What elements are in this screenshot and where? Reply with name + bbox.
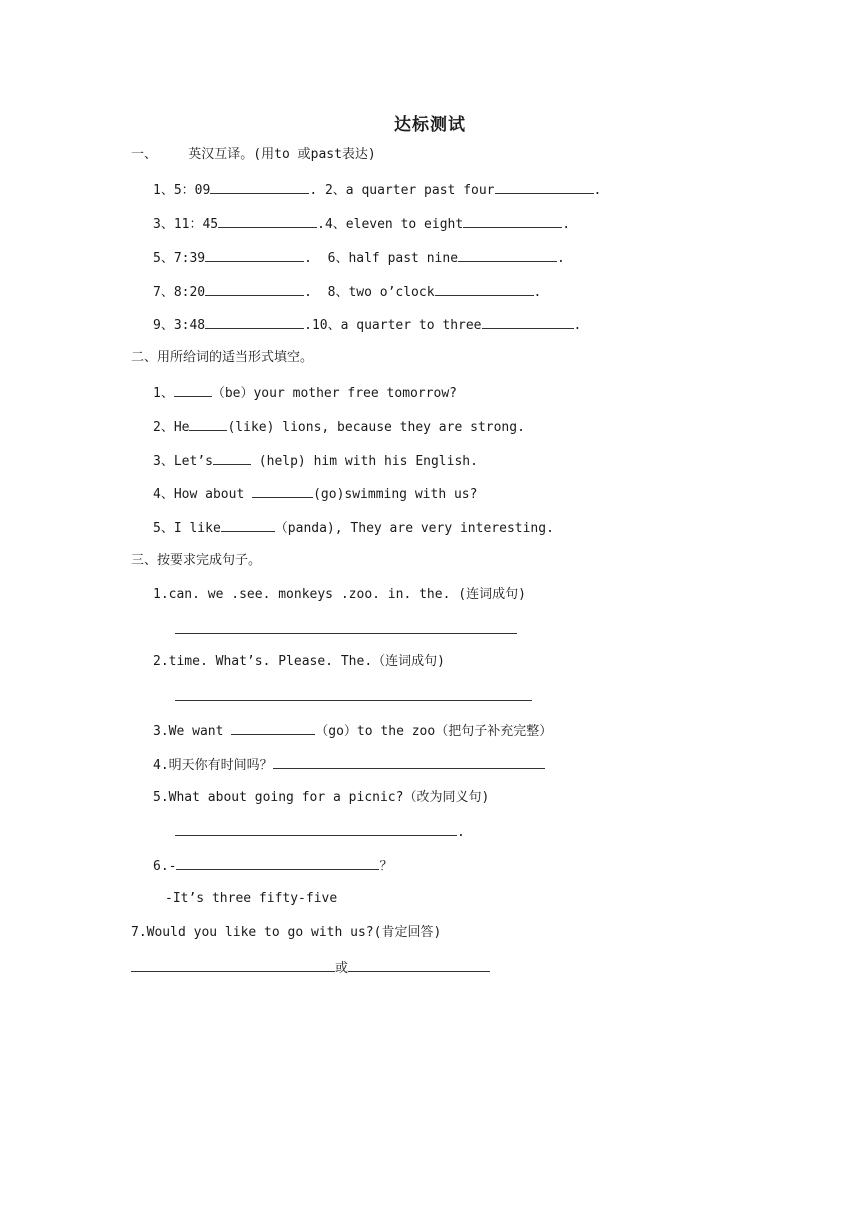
answer-blank[interactable] — [231, 721, 315, 735]
section1-row-1: 1、5：09 . 2、a quarter past four . — [153, 180, 601, 200]
answer-blank[interactable] — [205, 248, 304, 262]
section2-item-4: 4、How about (go)swimming with us? — [153, 484, 477, 504]
section2-item-2: 2、He (like) lions, because they are strong. — [153, 417, 525, 437]
or-label: 或 — [335, 961, 349, 976]
item-4-label: 4、eleven to eight — [324, 217, 464, 232]
section1-row-3: 5、7:39 . 6、half past nine . — [153, 248, 565, 268]
answer-blank[interactable] — [463, 214, 562, 228]
item-10-label: 10、a quarter to three — [311, 318, 482, 333]
section3-heading: 三、按要求完成句子。 — [131, 553, 262, 568]
answer-line[interactable] — [175, 620, 517, 634]
section3-q4: 4.明天你有时间吗？ — [153, 755, 545, 775]
section2-item-5: 5、I like （panda), They are very interesting. — [153, 518, 554, 538]
item-6-label: 6、half past nine — [311, 251, 459, 266]
answer-blank[interactable] — [213, 451, 251, 465]
section3-q3: 3.We want （go）to the zoo（把句子补充完整） — [153, 721, 552, 741]
answer-blank[interactable] — [221, 518, 275, 532]
item-2-label: 2、a quarter past four — [317, 183, 495, 198]
answer-blank[interactable] — [205, 315, 304, 329]
section2-item-1: 1、 （be）your mother free tomorrow? — [153, 383, 457, 403]
item-9-label: 9、3:48 — [153, 318, 206, 333]
item-8-label: 8、two o’clock — [311, 285, 435, 300]
section3-q7: 7.Would you like to go with us?(肯定回答) — [131, 925, 442, 940]
section3-q6: 6.- ？ — [153, 856, 393, 876]
answer-line[interactable] — [273, 755, 545, 769]
section3-q1-answer — [175, 620, 517, 640]
item-3-label: 3、11：45 — [153, 217, 219, 232]
answer-line[interactable] — [175, 687, 532, 701]
answer-line[interactable] — [348, 958, 490, 972]
answer-blank[interactable] — [252, 484, 313, 498]
answer-blank[interactable] — [210, 180, 309, 194]
section1-row-5: 9、3:48 .10、a quarter to three . — [153, 315, 581, 335]
section2-item-3: 3、Let’s (help) him with his English. — [153, 451, 478, 471]
answer-blank[interactable] — [218, 214, 317, 228]
section3-q6-reply: -It’s three fifty-five — [165, 891, 338, 906]
section3-q5: 5.What about going for a picnic?（改为同义句) — [153, 790, 490, 805]
section3-q5-answer: . — [175, 822, 465, 842]
section3-q2-answer — [175, 687, 532, 707]
item-5-label: 5、7:39 — [153, 251, 206, 266]
section2-heading: 二、用所给词的适当形式填空。 — [131, 350, 314, 365]
answer-blank[interactable] — [205, 282, 304, 296]
answer-blank[interactable] — [495, 180, 594, 194]
section3-q7-answer — [131, 958, 490, 978]
section3-q1: 1.can. we .see. monkeys .zoo. in. the. (连词成句) — [153, 587, 526, 602]
item-1-label: 1、5：09 — [153, 183, 211, 198]
answer-blank[interactable] — [458, 248, 557, 262]
answer-line[interactable] — [131, 958, 335, 972]
answer-blank[interactable] — [482, 315, 574, 329]
answer-line[interactable] — [176, 856, 379, 870]
answer-blank[interactable] — [435, 282, 534, 296]
page-title: 达标测试 — [394, 115, 466, 135]
item-7-label: 7、8:20 — [153, 285, 206, 300]
answer-blank[interactable] — [189, 417, 227, 431]
answer-blank[interactable] — [174, 383, 212, 397]
section1-row-4: 7、8:20 . 8、two o’clock . — [153, 282, 541, 302]
section3-q2: 2.time. What’s. Please. The.（连词成句) — [153, 654, 445, 669]
section1-heading: 一、 英汉互译。(用to 或past表达) — [131, 147, 376, 162]
section1-row-2: 3、11：45 .4、eleven to eight . — [153, 214, 570, 234]
answer-line[interactable] — [175, 822, 457, 836]
